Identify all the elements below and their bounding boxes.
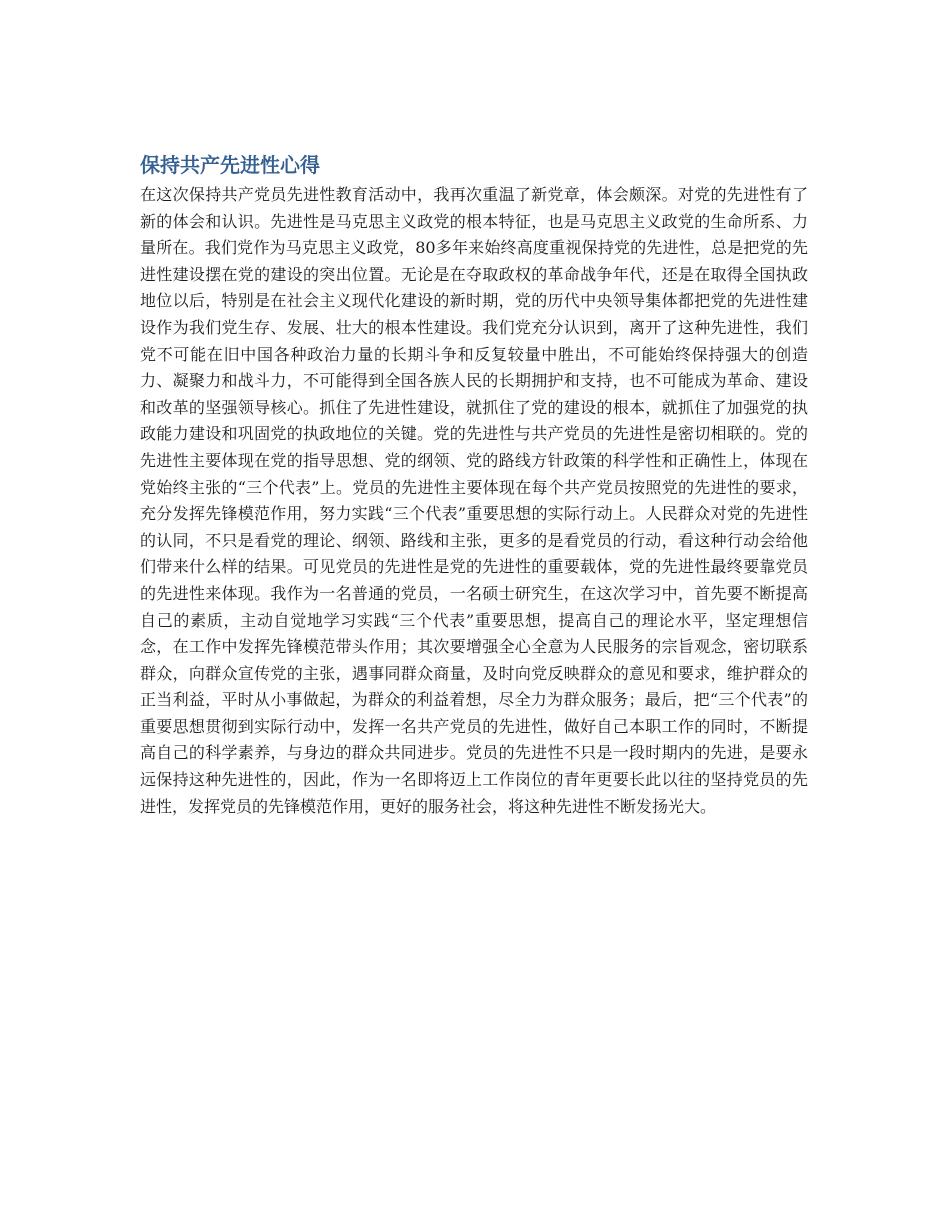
document-title: 保持共产先进性心得 xyxy=(140,153,320,177)
document-content xyxy=(140,150,808,820)
document-body-paragraph: 在这次保持共产党员先进性教育活动中，我再次重温了新党章，体会颇深。对党的先进性有了新的体会和认识。先进性是马克思主义政党的根本特征，也是马克思主义政党的生命所系、力量所在。我们党作为马克思主义政党，80多年来始终高度重视保持党的先进性，总是把党的先进性建设摆在党的建设的突出位置。无论是在夺取政权的革命战争年代，还是在取得全国执政地位以后，特别是在社会主义现代化建设的新时期，党的历代中央领导集体都把党的先进性建设作为我们党生存、发展、壮大的根本性建设。我们党充分认识到，离开了这种先进性，我们党不可能在旧中国各种政治力量的长期斗争和反复较量中胜出，不可能始终保持强大的创造力、凝聚力和战斗力，不可能得到全国各族人民的长期拥护和支持，也不可能成为革命、建设和改革的坚强领导核心。抓住了先进性建设，就抓住了党的建设的根本，就抓住了加强党的执政能力建设和巩固党的执政地位的关键。党的先进性与共产党员的先进性是密切相联的。党的先进性主要体现在党的指导思想、党的纲领、党的路线方针政策的科学性和正确性上，体现在党始终主张的“三个代表”上。党员的先进性主要体现在每个共产党员按照党的先进性的要求，充分发挥先锋模范作用，努力实践“三个代表”重要思想的实际行动上。人民群众对党的先进性的认同，不只是看党的理论、纲领、路线和主张，更多的是看党员的行动，看这种行动会给他们带来什么样的结果。可见党员的先进性是党的先进性的重要载体，党的先进性最终要靠党员的先进性来体现。我作为一名普通的党员，一名硕士研究生，在这次学习中，首先要不断提高自己的素质，主动自觉地学习实践“三个代表”重要思想，提高自己的理论水平，坚定理想信念，在工作中发挥先锋模范带头作用；其次要增强全心全意为人民服务的宗旨观念，密切联系群众，向群众宣传党的主张，遇事同群众商量，及时向党反映群众的意见和要求，维护群众的正当利益，平时从小事做起，为群众的利益着想，尽全力为群众服务；最后，把“三个代表”的重要思想贯彻到实际行动中，发挥一名共产党员的先进性，做好自己本职工作的同时，不断提高自己的科学素养，与身边的群众共同进步。党员的先进性不只是一段时期内的先进，是要永远保持这种先进性的，因此，作为一名即将迈上工作岗位的青年更要长此以往的坚持党员的先进性，发挥党员的先锋模范作用，更好的服务社会，将这种先进性不断发扬光大。 xyxy=(140,185,808,816)
